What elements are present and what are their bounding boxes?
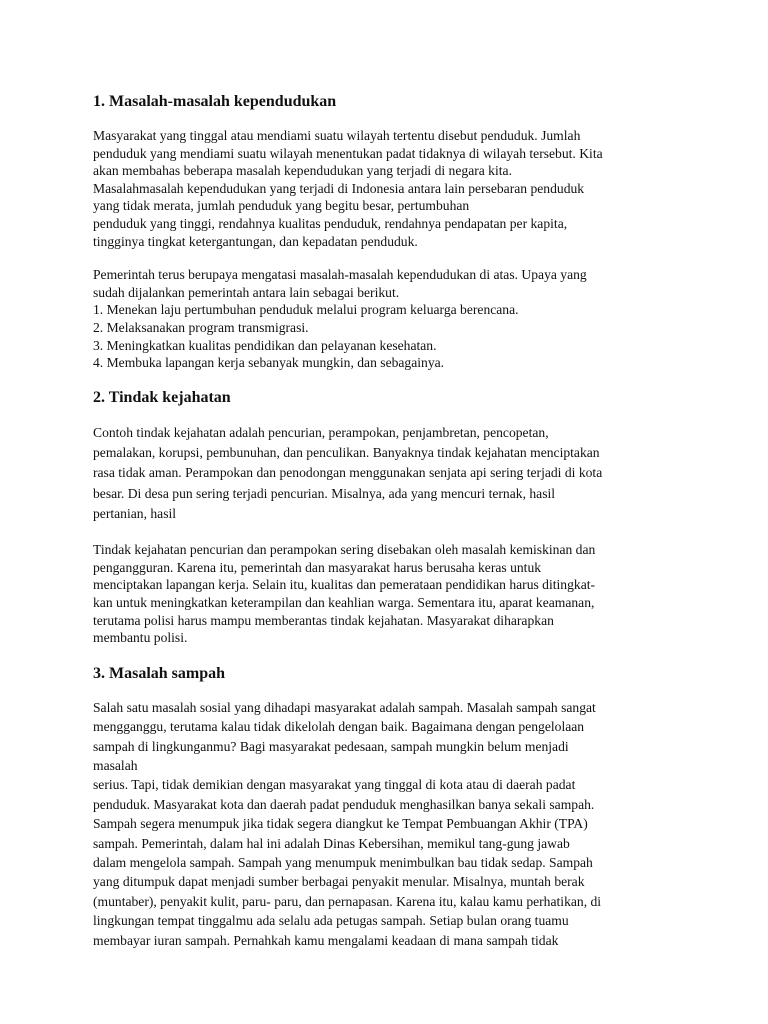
text-line: pemalakan, korupsi, pembunuhan, dan penculikan. Banyaknya tindak kejahatan menciptakan <box>93 445 600 461</box>
paragraph-masalah-sampah <box>93 698 683 950</box>
text-line: yang tidak merata, jumlah penduduk yang begitu besar, pertumbuhan <box>93 198 470 214</box>
text-line: Tindak kejahatan pencurian dan perampokan sering disebakan oleh masalah kemiskinan dan <box>93 542 596 558</box>
text-line: rasa tidak aman. Perampokan dan penodongan menggunakan senjata api sering terjadi di kota <box>93 465 603 481</box>
section-heading-kependudukan: 1. Masalah-masalah kependudukan <box>93 93 337 110</box>
text-line: penduduk yang mendiami suatu wilayah menentukan padat tidaknya di wilayah tersebut. Kita <box>93 145 603 161</box>
text-line: penduduk. Masyarakat kota dan daerah padat penduduk menghasilkan banya sekali sampah. <box>93 796 595 812</box>
section-heading-sampah: 3. Masalah sampah <box>93 664 226 682</box>
paragraph-penyebab-kejahatan <box>93 541 683 647</box>
text-line: serius. Tapi, tidak demikian dengan masyarakat yang tinggal di kota atau di daerah padat <box>93 777 576 793</box>
text-line: sampah di lingkunganmu? Bagi masyarakat pedesaan, sampah mungkin belum menjadi <box>93 738 569 754</box>
paragraph-kependudukan-intro <box>93 127 683 250</box>
section-heading-kejahatan: 2. Tindak kejahatan <box>93 388 231 406</box>
text-line: terutama polisi harus mampu memberantas tindak kejahatan. Masyarakat diharapkan <box>93 612 554 628</box>
text-line: menciptakan lapangan kerja. Selain itu, kualitas dan pemerataan pendidikan harus ditingkat- <box>93 577 596 593</box>
list-item: 2. Melaksanakan program transmigrasi. <box>93 319 309 335</box>
list-item: 1. Menekan laju pertumbuhan penduduk melalui program keluarga berencana. <box>93 302 519 318</box>
text-line: membantu polisi. <box>93 630 188 646</box>
text-line: lingkungan tempat tinggalmu ada selalu ada petugas sampah. Setiap bulan orang tuamu <box>93 913 569 929</box>
text-line: sudah dijalankan pemerintah antara lain sebagai berikut. <box>93 284 400 300</box>
text-line: Contoh tindak kejahatan adalah pencurian, perampokan, penjambretan, pencopetan, <box>93 424 549 440</box>
text-line: sampah. Pemerintah, dalam hal ini adalah Dinas Kebersihan, memikul tang-gung jawab <box>93 835 570 851</box>
text-line: Salah satu masalah sosial yang dihadapi masyarakat adalah sampah. Masalah sampah sangat <box>93 699 596 715</box>
paragraph-contoh-kejahatan <box>93 423 683 524</box>
text-line: masalah <box>93 757 138 773</box>
text-line: akan membahas beberapa masalah kependudukan yang terjadi di negara kita. <box>93 163 512 179</box>
text-line: Masalahmasalah kependudukan yang terjadi di Indonesia antara lain persebaran penduduk <box>93 180 585 196</box>
text-line: pertanian, hasil <box>93 505 177 521</box>
text-line: yang ditumpuk dapat menjadi sumber berbagai penyakit menular. Misalnya, muntah berak <box>93 874 585 890</box>
text-line: penduduk yang tinggi, rendahnya kualitas penduduk, rendahnya pendapatan per kapita, <box>93 215 568 231</box>
text-line: dalam mengelola sampah. Sampah yang menumpuk menimbulkan bau tidak sedap. Sampah <box>93 855 593 871</box>
text-line: membayar iuran sampah. Pernahkah kamu mengalami keadaan di mana sampah tidak <box>93 932 559 948</box>
text-line: (muntaber), penyakit kulit, paru- paru, dan pernapasan. Karena itu, kalau kamu perhatikan, di <box>93 893 602 909</box>
text-line: pengangguran. Karena itu, pemerintah dan masyarakat harus berusaha keras untuk <box>93 559 542 575</box>
list-item: 3. Meningkatkan kualitas pendidikan dan pelayanan kesehatan. <box>93 337 437 353</box>
text-line: Pemerintah terus berupaya mengatasi masalah-masalah kependudukan di atas. Upaya yang <box>93 267 587 283</box>
document-page <box>93 90 683 950</box>
text-line: mengganggu, terutama kalau tidak dikelolah dengan baik. Bagaimana dengan pengelolaan <box>93 719 585 735</box>
list-item: 4. Membuka lapangan kerja sebanyak mungkin, dan sebagainya. <box>93 355 445 371</box>
text-line: besar. Di desa pun sering terjadi pencurian. Misalnya, ada yang mencuri ternak, hasil <box>93 485 556 501</box>
text-line: Masyarakat yang tinggal atau mendiami suatu wilayah tertentu disebut penduduk. Jumlah <box>93 128 581 143</box>
paragraph-upaya-pemerintah <box>93 266 683 372</box>
text-line: kan untuk meningkatkan keterampilan dan keahlian warga. Sementara itu, aparat keamanan, <box>93 594 595 610</box>
text-line: Sampah segera menumpuk jika tidak segera diangkut ke Tempat Pembuangan Akhir (TPA) <box>93 816 588 832</box>
text-line: tingginya tingkat ketergantungan, dan kepadatan penduduk. <box>93 233 418 249</box>
